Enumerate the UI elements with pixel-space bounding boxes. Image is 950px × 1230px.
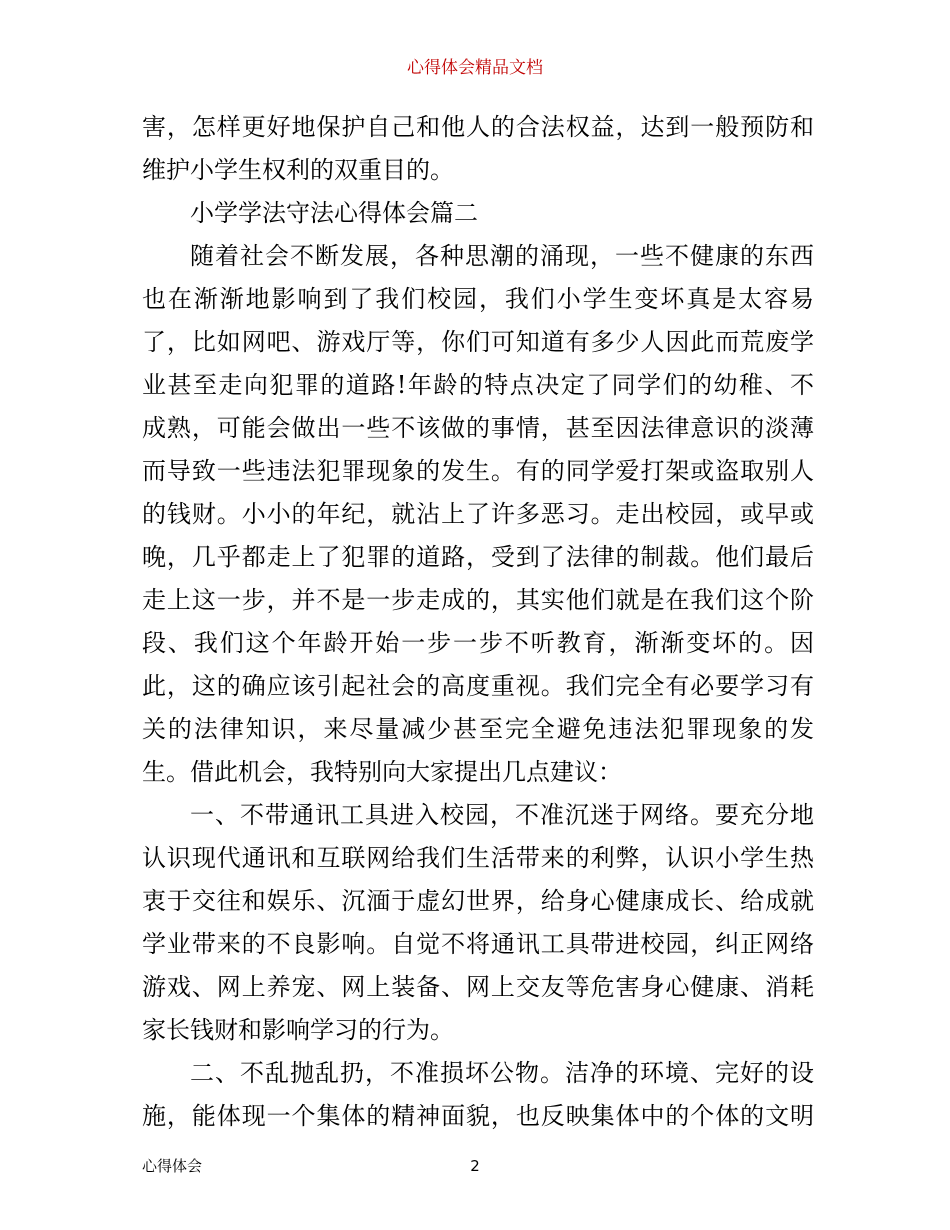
section-heading: 小学学法守法心得体会篇二 [190, 199, 478, 227]
text-line: 走上这一步，并不是一步走成的，其实他们就是在我们这个阶 [142, 586, 814, 614]
text-line: 施，能体现一个集体的精神面貌，也反映集体中的个体的文明 [142, 1102, 814, 1130]
text-line: 晚，几乎都走上了犯罪的道路，受到了法律的制裁。他们最后 [142, 543, 814, 571]
text-line: 游戏、网上养宠、网上装备、网上交友等危害身心健康、消耗 [142, 973, 814, 1001]
text-line: 而导致一些违法犯罪现象的发生。有的同学爱打架或盗取别人 [142, 457, 814, 485]
text-line: 认识现代通讯和互联网给我们生活带来的利弊，认识小学生热 [142, 844, 814, 872]
text-line: 段、我们这个年龄开始一步一步不听教育，渐渐变坏的。因 [142, 629, 814, 657]
text-line: 也在渐渐地影响到了我们校园，我们小学生变坏真是太容易 [142, 285, 814, 313]
text-line: 此，这的确应该引起社会的高度重视。我们完全有必要学习有 [142, 672, 814, 700]
text-line: 家长钱财和影响学习的行为。 [142, 1016, 454, 1044]
text-line: 生。借此机会，我特别向大家提出几点建议： [142, 758, 622, 786]
text-line: 的钱财。小小的年纪，就沾上了许多恶习。走出校园，或早或 [142, 500, 814, 528]
text-line: 衷于交往和娱乐、沉湎于虚幻世界，给身心健康成长、给成就 [142, 887, 814, 915]
text-line: 成熟，可能会做出一些不该做的事情，甚至因法律意识的淡薄 [142, 414, 814, 442]
document-body [142, 106, 814, 1138]
page-header-title: 心得体会精品文档 [407, 58, 543, 78]
text-line: 害，怎样更好地保护自己和他人的合法权益，达到一般预防和 [142, 113, 814, 141]
text-line: 一、不带通讯工具进入校园，不准沉迷于网络。要充分地 [190, 801, 814, 829]
page-number: 2 [470, 1157, 480, 1175]
text-line: 维护小学生权利的双重目的。 [142, 156, 454, 184]
text-line: 业甚至走向犯罪的道路!年龄的特点决定了同学们的幼稚、不 [142, 371, 814, 399]
text-line: 随着社会不断发展，各种思潮的涌现，一些不健康的东西 [190, 242, 814, 270]
text-line: 二、不乱抛乱扔，不准损坏公物。洁净的环境、完好的设 [190, 1059, 814, 1087]
footer-label: 心得体会 [142, 1157, 203, 1175]
text-line: 关的法律知识，来尽量减少甚至完全避免违法犯罪现象的发 [142, 715, 814, 743]
text-line: 了，比如网吧、游戏厅等，你们可知道有多少人因此而荒废学 [142, 328, 814, 356]
text-line: 学业带来的不良影响。自觉不将通讯工具带进校园，纠正网络 [142, 930, 814, 958]
